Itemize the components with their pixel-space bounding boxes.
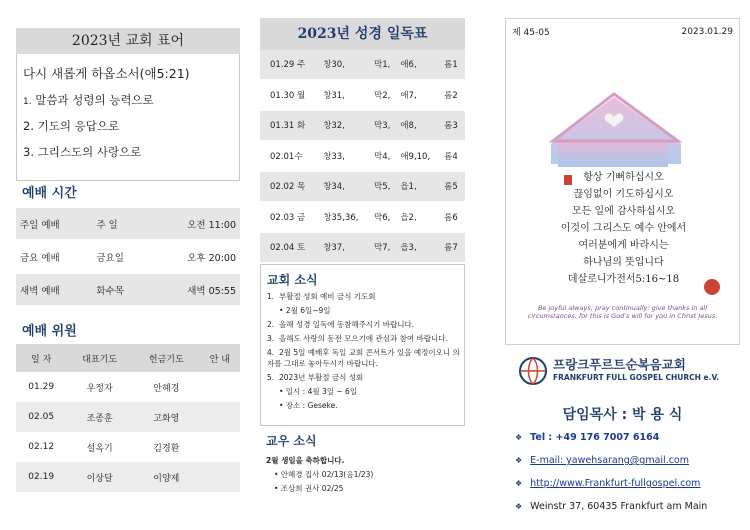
website-link[interactable]: http://www.Frankfurt-fullgospel.com — [530, 478, 701, 489]
news-item — [267, 333, 464, 344]
news-item-text: 올해도 사랑의 동전 모으기에 관심과 참여 바랍니다. — [279, 333, 448, 343]
cell: 김경환 — [133, 432, 200, 462]
motto-item-text: 기도의 응답으로 — [37, 119, 120, 133]
cell: 이상달 — [66, 462, 133, 492]
calligraphy-line: 항상 기뻐하십시오 — [583, 172, 664, 183]
news-item-text: 2월 5일 예배후 독일 교회 콘서트가 있을 예정이오니 의자를 그대로 놓아두시기 바랍니다. — [267, 347, 460, 368]
table-row — [16, 432, 240, 462]
cell: 안혜경 — [133, 372, 200, 402]
cell — [200, 402, 240, 432]
table-row — [16, 208, 240, 240]
reading-cell: 애9,10, — [398, 141, 442, 172]
issue-number: 제 45-05 — [512, 28, 550, 38]
reading-cell: 읍2, — [398, 202, 442, 233]
seal-stamp-icon — [704, 279, 720, 295]
contact-address — [515, 501, 707, 512]
members-title: 교우 소식 — [266, 433, 317, 448]
news-item — [267, 347, 464, 369]
reading-cell: 막5, — [372, 171, 398, 202]
table-row — [260, 171, 465, 202]
cell: 02.05 — [16, 402, 66, 432]
motto-box — [16, 54, 240, 181]
reading-cell: 롬7 — [442, 232, 465, 263]
table-header-row — [16, 344, 240, 372]
news-item-text: 2023년 부활절 금식 성회 — [279, 372, 364, 382]
motto-item — [23, 144, 233, 160]
motto-item-text: 말씀과 성령의 능력으로 — [35, 93, 154, 107]
news-title: 교회 소식 — [267, 272, 318, 287]
contact-email — [515, 455, 689, 466]
calligraphy-line: 모든 일에 감사하십시오 — [572, 206, 675, 217]
reading-cell: 02.04 토 — [260, 232, 321, 263]
news-item — [267, 305, 464, 316]
news-item — [267, 319, 464, 330]
reading-cell: 02.02 목 — [260, 171, 321, 202]
news-item-text: • 2월 6일~9일 — [279, 305, 331, 315]
duty-title: 예배 위원 — [22, 324, 77, 339]
member-item: • 조상희 권사 02/25 — [274, 483, 344, 493]
right-panel — [505, 18, 740, 528]
reading-cell: 롬6 — [442, 202, 465, 233]
reading-cell: 막7, — [372, 232, 398, 263]
news-item-text: 올해 성경 일독에 동참해주시기 바랍니다. — [279, 319, 415, 329]
service-name: 주일 예배 — [16, 208, 92, 240]
cell: 02.19 — [16, 462, 66, 492]
cell: 조종훈 — [66, 402, 133, 432]
members-list — [260, 469, 465, 494]
calligraphy-line: 하나님의 뜻입니다 — [583, 257, 664, 268]
news-item-num: 2. — [267, 319, 275, 329]
table-row — [260, 232, 465, 263]
reading-cell: 애8, — [398, 110, 442, 141]
calligraphy-line: 이것이 그리스도 예수 안에서 — [560, 223, 687, 234]
reading-cell: 막3, — [372, 110, 398, 141]
col-header: 대표기도 — [66, 344, 133, 372]
calligraphy-text — [536, 169, 711, 288]
table-row — [260, 141, 465, 172]
contact-phone — [515, 432, 659, 443]
service-day: 화수목 — [92, 273, 149, 306]
reading-cell: 막6, — [372, 202, 398, 233]
motto-item — [23, 92, 233, 108]
church-name-korean: 프랑크푸르트순복음교회 — [553, 357, 686, 372]
church-name-english: FRANKFURT FULL GOSPEL CHURCH e.V. — [553, 373, 720, 382]
reading-table — [260, 50, 465, 264]
seal-stamp-icon — [564, 175, 572, 185]
col-header: 헌금기도 — [133, 344, 200, 372]
diamond-bullet-icon: ❖ — [515, 456, 523, 465]
middle-panel — [260, 18, 465, 528]
reading-cell: 창30, — [321, 50, 372, 80]
table-row — [260, 50, 465, 80]
motto-item-text: 그리스도의 사랑으로 — [37, 145, 142, 159]
bulletin-date: 2023.01.29 — [681, 27, 733, 37]
diamond-bullet-icon: ❖ — [515, 433, 523, 442]
news-item-num: 4. — [267, 347, 275, 357]
motto-item-num: 3. — [23, 145, 34, 159]
left-panel — [16, 28, 240, 528]
reading-cell: 롬4 — [442, 141, 465, 172]
reading-cell: 막2, — [372, 80, 398, 111]
calligraphy-line: 여러분에게 바라시는 — [578, 240, 669, 251]
reading-cell: 01.31 화 — [260, 110, 321, 141]
news-item — [267, 372, 464, 383]
table-row — [16, 402, 240, 432]
reading-cell: 02.03 금 — [260, 202, 321, 233]
members-intro: 2월 생일을 축하합니다. — [266, 455, 345, 465]
news-item — [267, 400, 464, 411]
table-row — [16, 372, 240, 402]
col-header: 안 내 — [200, 344, 240, 372]
contact-phone-text: Tel : +49 176 7007 6164 — [530, 432, 660, 443]
reading-cell: 읍1, — [398, 171, 442, 202]
reading-cell: 01.30 월 — [260, 80, 321, 111]
reading-cell: 창32, — [321, 110, 372, 141]
pastor-name: 담임목사 : 박 용 식 — [562, 407, 683, 423]
cell: 이양제 — [133, 462, 200, 492]
address-text: Weinstr 37, 60435 Frankfurt am Main — [530, 501, 708, 512]
reading-cell: 창34, — [321, 171, 372, 202]
news-item — [267, 291, 464, 302]
news-item-num: 3. — [267, 333, 275, 343]
reading-cell: 롬5 — [442, 171, 465, 202]
col-header: 일 자 — [16, 344, 66, 372]
cell: 고화영 — [133, 402, 200, 432]
service-day: 금요일 — [92, 240, 149, 273]
reading-cell: 롬2 — [442, 80, 465, 111]
news-item-num: 5. — [267, 372, 275, 382]
church-logo — [515, 353, 735, 393]
news-item-num: 1. — [267, 291, 275, 301]
reading-cell: 창35,36, — [321, 202, 372, 233]
motto-item-num: 2. — [23, 119, 34, 133]
email-link[interactable]: E-mail: yawehsarang@gmail.com — [530, 455, 689, 466]
cell — [200, 462, 240, 492]
diamond-bullet-icon: ❖ — [515, 479, 523, 488]
reading-cell: 창37, — [321, 232, 372, 263]
table-row — [260, 202, 465, 233]
news-item — [267, 386, 464, 397]
news-item-text: 부활절 성회 예비 금식 기도회 — [279, 291, 376, 301]
cell: 02.12 — [16, 432, 66, 462]
service-name: 새벽 예배 — [16, 273, 92, 306]
table-row — [260, 110, 465, 141]
reading-cell: 창33, — [321, 141, 372, 172]
reading-title: 2023년 성경 일독표 — [260, 18, 465, 50]
motto-title: 2023년 교회 표어 — [16, 28, 240, 54]
cell — [200, 372, 240, 402]
globe-icon — [517, 355, 549, 387]
reading-cell: 애6, — [398, 50, 442, 80]
service-time: 새벽 05:55 — [149, 273, 240, 306]
duty-table — [16, 344, 240, 492]
news-list — [261, 291, 464, 411]
reading-cell: 롬1 — [442, 50, 465, 80]
reading-cell: 롬3 — [442, 110, 465, 141]
table-row — [16, 273, 240, 306]
news-box — [260, 264, 465, 426]
table-row — [16, 462, 240, 492]
reading-cell: 01.29 주 — [260, 50, 321, 80]
cell: 설옥기 — [66, 432, 133, 462]
table-row — [260, 80, 465, 111]
motto-main: 다시 새롭게 하옵소서(애5:21) — [23, 66, 190, 81]
contact-website — [515, 478, 700, 489]
cell — [200, 432, 240, 462]
services-table — [16, 208, 240, 307]
service-name: 금요 예배 — [16, 240, 92, 273]
motto-item-num: 1. — [23, 97, 32, 107]
diamond-bullet-icon: ❖ — [515, 502, 523, 511]
news-item-text: • 일시 : 4월 3일 ~ 6일 — [279, 386, 358, 396]
motto-item — [23, 118, 233, 134]
reading-cell: 읍3, — [398, 232, 442, 263]
service-time: 오후 20:00 — [149, 240, 240, 273]
reading-cell: 애7, — [398, 80, 442, 111]
reading-cell: 막1, — [372, 50, 398, 80]
news-item-text: • 장소 : Geseke. — [279, 400, 338, 410]
table-row — [16, 240, 240, 273]
service-day: 주 일 — [92, 208, 149, 240]
verse-reference: 데살로니가전서5:16~18 — [567, 274, 680, 285]
reading-cell: 막4, — [372, 141, 398, 172]
calligraphy-line: 끊임없이 기도하십시오 — [573, 189, 674, 200]
english-verse: Be joyful always; pray continually; give thanks in all circumstances, for this is God's will for you in Christ Jesus. — [527, 304, 718, 320]
reading-cell: 창31, — [321, 80, 372, 111]
reading-cell: 02.01수 — [260, 141, 321, 172]
cell: 01.29 — [16, 372, 66, 402]
cover-illustration — [505, 18, 740, 345]
service-time: 오전 11:00 — [149, 208, 240, 240]
cell: 우정자 — [66, 372, 133, 402]
services-title: 예배 시간 — [22, 186, 77, 201]
member-item: • 안혜경 집사 02/13(음1/23) — [274, 469, 374, 479]
